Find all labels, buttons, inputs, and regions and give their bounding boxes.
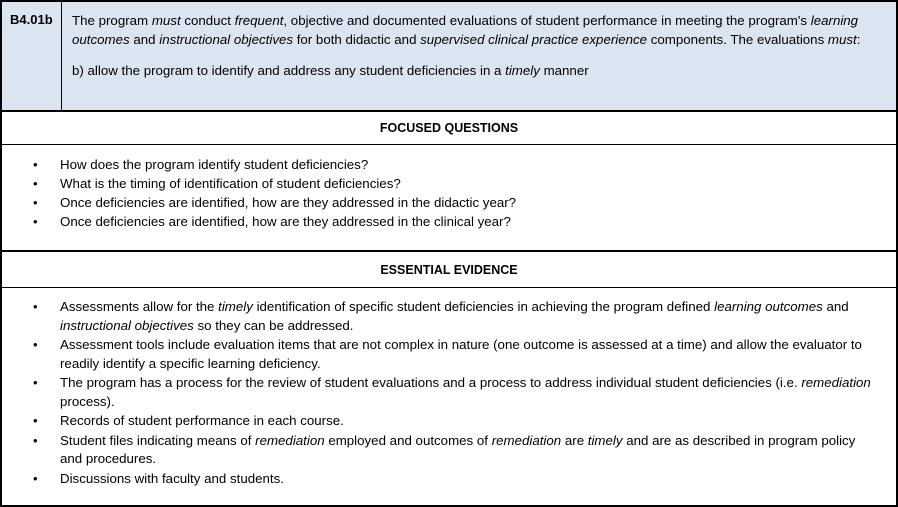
list-item — [2, 155, 872, 174]
divider — [2, 144, 896, 145]
bullet-icon: • — [33, 375, 38, 390]
text-run: Once deficiencies are identified, how are they addressed in the didactic year? — [60, 195, 517, 210]
italic-text: learning outcomes — [72, 13, 859, 47]
bullet-icon: • — [33, 470, 38, 486]
list-item — [2, 412, 872, 431]
list-item — [2, 174, 872, 193]
list-item — [2, 212, 872, 231]
bullet-icon: • — [33, 157, 38, 172]
italic-text: remediation — [255, 432, 325, 448]
bullet-icon: • — [33, 214, 38, 229]
bullet-icon: • — [33, 432, 38, 448]
italic-text: remediation — [801, 375, 871, 390]
text-run: How does the program identify student deficiencies? — [60, 157, 369, 172]
standard-text — [72, 11, 887, 80]
list-item — [2, 298, 872, 335]
italic-text: supervised clinical practice experience — [420, 32, 648, 47]
list-item — [2, 193, 872, 212]
italic-text: instructional objectives — [159, 32, 294, 47]
text-run: Assessment tools include evaluation items that are not complex in nature (one outcome is assessed at a time) and allow the evaluator to readily identify a specific learning deficiency. — [60, 337, 862, 371]
text-run: identification of specific student deficiencies in achieving the program defined — [252, 299, 715, 314]
italic-text: timely — [505, 63, 540, 78]
italic-text: must — [151, 13, 181, 28]
text-run: : — [856, 32, 861, 47]
text-run: Discussions with faculty and students. — [60, 470, 284, 486]
list-item — [2, 432, 872, 469]
focused-questions-list — [2, 155, 872, 231]
standard-subitem-b — [72, 61, 887, 80]
text-run: process). — [60, 393, 115, 409]
italic-text: timely — [587, 432, 623, 448]
text-run: so they can be addressed. — [193, 317, 354, 333]
text-run: , objective and documented evaluations of student performance in meeting the program's — [283, 13, 811, 28]
divider — [2, 250, 896, 252]
text-run: b) allow the program to identify and address any student deficiencies in a — [72, 63, 506, 78]
bullet-icon: • — [33, 413, 38, 428]
standard-intro — [72, 11, 887, 49]
divider — [2, 287, 896, 288]
text-run: for both didactic and — [293, 32, 421, 47]
list-item — [2, 336, 872, 373]
italic-text: must — [827, 32, 857, 47]
text-run: conduct — [180, 13, 235, 28]
italic-text: timely — [218, 299, 253, 314]
text-run: are — [561, 432, 588, 448]
text-run: manner — [539, 63, 589, 78]
italic-text: instructional objectives — [60, 317, 194, 333]
text-run: What is the timing of identification of student deficiencies? — [60, 176, 401, 191]
text-run: Student files indicating means of — [60, 432, 256, 448]
text-run: Records of student performance in each course. — [60, 413, 344, 428]
text-run: components. The evaluations — [647, 32, 828, 47]
text-run: Once deficiencies are identified, how are they addressed in the clinical year? — [60, 214, 511, 229]
text-run: and are as described in program policy and procedures. — [60, 432, 856, 466]
italic-text: remediation — [491, 432, 562, 448]
standard-header-row — [2, 2, 896, 112]
italic-text: frequent — [234, 13, 284, 28]
text-run: and — [822, 299, 849, 314]
essential-evidence-heading: ESSENTIAL EVIDENCE — [380, 263, 518, 277]
focused-questions-heading: FOCUSED QUESTIONS — [379, 121, 519, 135]
essential-evidence-list — [2, 298, 872, 489]
text-run: The program — [72, 13, 152, 28]
list-item — [2, 374, 872, 411]
italic-text: learning outcomes — [714, 299, 823, 314]
text-run: The program has a process for the review of student evaluations and a process to address individual student deficiencies (i.e. — [60, 375, 802, 390]
bullet-icon: • — [33, 299, 38, 314]
text-run: employed and outcomes of — [324, 432, 492, 448]
text-run: Assessments allow for the — [60, 299, 219, 314]
list-item — [2, 470, 872, 489]
text-run: and — [129, 32, 160, 47]
standard-code: B4.01b — [2, 2, 62, 110]
bullet-icon: • — [33, 195, 38, 210]
bullet-icon: • — [33, 176, 38, 191]
bullet-icon: • — [33, 337, 38, 352]
